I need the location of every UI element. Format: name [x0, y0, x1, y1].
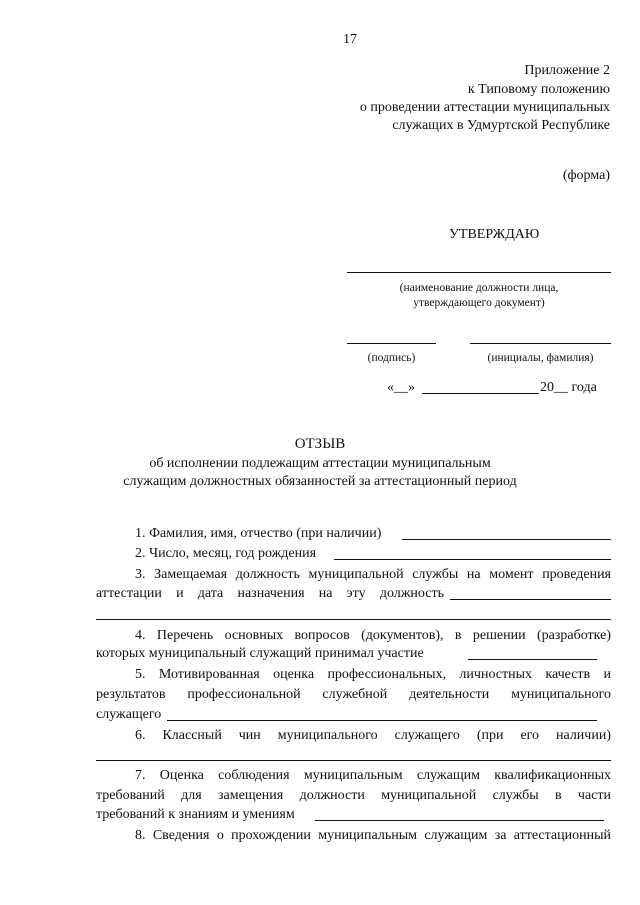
signature-underline — [347, 343, 436, 344]
item-7-line-2: требований для замещения должности муниципальной службы в части — [96, 788, 611, 803]
appendix-line-1: Приложение 2 — [524, 63, 610, 78]
approve-title: УТВЕРЖДАЮ — [449, 227, 540, 242]
item-2-label: 2. Число, месяц, год рождения — [135, 546, 317, 561]
item-7-field — [315, 820, 604, 821]
item-3-field-2 — [96, 619, 611, 620]
item-1-label: 1. Фамилия, имя, отчество (при наличии) — [135, 526, 382, 541]
name-caption: (инициалы, фамилия) — [487, 352, 594, 364]
page-number: 17 — [343, 32, 357, 47]
item-4-field — [468, 659, 597, 660]
signature-caption: (подпись) — [367, 352, 416, 364]
item-4-line-1: 4. Перечень основных вопросов (документов), в решении (разработке) — [135, 628, 611, 643]
item-5-field — [167, 720, 597, 721]
appendix-line-4: служащих в Удмуртской Республике — [392, 118, 610, 133]
item-5-line-1: 5. Мотивированная оценка профессиональных, личностных качеств и — [135, 667, 611, 682]
name-underline — [470, 343, 611, 344]
item-7-line-3: требований к знаниям и умениям — [96, 807, 295, 822]
item-8-line-1: 8. Сведения о прохождении муниципальным служащим за аттестационный — [135, 828, 611, 843]
item-6-field — [96, 760, 611, 761]
item-3-line-2: аттестации и дата назначения на эту должность — [96, 586, 444, 601]
item-5-line-3: служащего — [96, 707, 162, 722]
item-3-field — [450, 599, 611, 600]
doc-title: ОТЗЫВ — [294, 436, 346, 452]
position-caption-2: утверждающего документ) — [413, 297, 545, 309]
date-year: 20__ года — [540, 380, 597, 395]
item-7-line-1: 7. Оценка соблюдения муниципальным служащим квалификационных — [135, 768, 611, 783]
date-day: «__» — [387, 380, 415, 395]
position-caption-1: (наименование должности лица, — [399, 282, 559, 294]
date-month-underline — [422, 393, 539, 394]
item-2-field — [334, 559, 611, 560]
appendix-line-2: к Типовому положению — [467, 82, 610, 97]
doc-subtitle-2: служащим должностных обязанностей за аттестационный период — [123, 474, 517, 489]
form-label: (форма) — [562, 168, 610, 183]
item-5-line-2: результатов профессиональной служебной деятельности муниципального — [96, 687, 611, 702]
item-1-field — [402, 539, 611, 540]
item-3-line-1: 3. Замещаемая должность муниципальной службы на момент проведения — [135, 567, 611, 582]
appendix-line-3: о проведении аттестации муниципальных — [359, 100, 610, 115]
item-6-line-1: 6. Классный чин муниципального служащего (при его наличии) — [135, 728, 611, 743]
position-underline — [347, 272, 611, 273]
item-4-line-2: которых муниципальный служащий принимал участие — [96, 646, 424, 661]
doc-subtitle-1: об исполнении подлежащим аттестации муниципальным — [149, 456, 491, 471]
